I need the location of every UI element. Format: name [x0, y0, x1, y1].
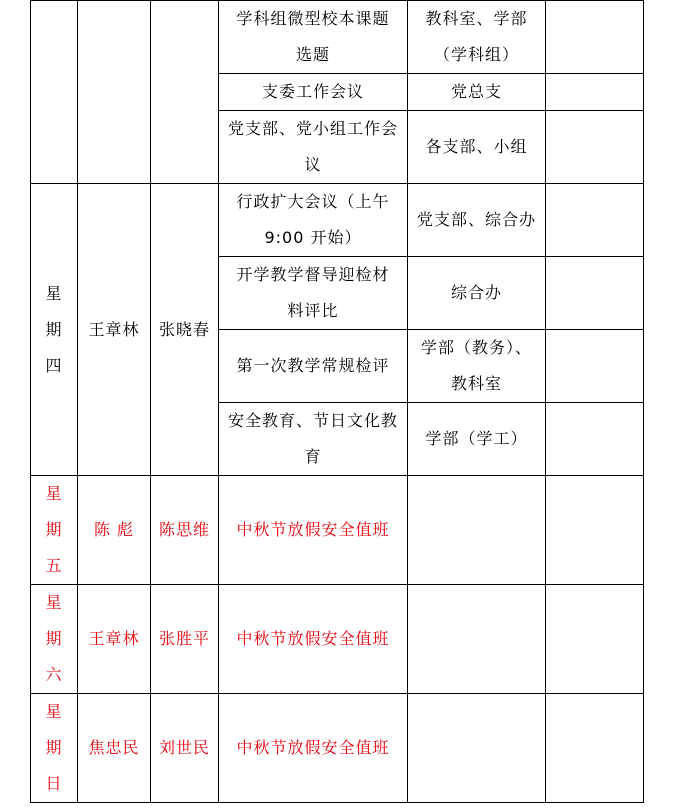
dept-cell	[408, 330, 546, 403]
note-cell	[546, 184, 644, 257]
work-line: 行政扩大会议（上午	[236, 192, 390, 211]
day-cell	[31, 585, 78, 694]
work-cell: 支委工作会议	[219, 74, 408, 111]
day-char: 期	[45, 738, 63, 757]
note-cell	[546, 476, 644, 585]
dept-cell: 党支部、综合办	[408, 184, 546, 257]
day-char: 星	[45, 593, 63, 612]
day-cell	[31, 1, 78, 184]
work-line: 选题	[295, 45, 330, 64]
day-char: 期	[45, 629, 63, 648]
day-char: 期	[45, 520, 63, 539]
day-cell	[31, 184, 78, 476]
work-cell	[219, 1, 408, 74]
day-char: 期	[45, 319, 63, 339]
dept-cell	[408, 694, 546, 803]
note-cell	[546, 585, 644, 694]
dept-cell: 党总支	[408, 74, 546, 111]
note-cell	[546, 403, 644, 476]
note-cell	[546, 1, 644, 74]
duty-cell: 张晓春	[151, 184, 219, 476]
table-row	[31, 694, 644, 803]
dept-cell	[408, 585, 546, 694]
leader-cell: 王章林	[78, 184, 151, 476]
dept-cell: 各支部、小组	[408, 111, 546, 184]
duty-cell: 刘世民	[151, 694, 219, 803]
leader-cell: 王章林	[78, 585, 151, 694]
work-line: 9:00 开始）	[264, 228, 362, 247]
day-cell	[31, 476, 78, 585]
work-line: 学科组微型校本课题	[236, 9, 390, 28]
dept-line: 教科室	[450, 374, 502, 393]
note-cell	[546, 111, 644, 184]
work-cell: 中秋节放假安全值班	[219, 476, 408, 585]
note-cell	[546, 257, 644, 330]
table-row	[31, 585, 644, 694]
work-line: 育	[304, 447, 322, 466]
day-char: 四	[45, 355, 63, 375]
day-char: 日	[45, 774, 63, 793]
work-cell: 中秋节放假安全值班	[219, 694, 408, 803]
note-cell	[546, 330, 644, 403]
note-cell	[546, 74, 644, 111]
work-line: 开学教学督导迎检材	[236, 265, 390, 284]
duty-cell: 陈思维	[151, 476, 219, 585]
work-line: 议	[304, 155, 322, 174]
dept-cell	[408, 1, 546, 74]
leader-cell: 陈 彪	[78, 476, 151, 585]
dept-line: 教科室、学部	[425, 9, 528, 28]
table-row	[31, 476, 644, 585]
leader-cell	[78, 1, 151, 184]
schedule-table	[30, 0, 644, 803]
note-cell	[546, 694, 644, 803]
day-char: 六	[45, 665, 63, 684]
work-line: 安全教育、节日文化教	[227, 411, 398, 430]
day-char: 星	[45, 484, 63, 503]
day-cell	[31, 694, 78, 803]
work-cell: 第一次教学常规检评	[219, 330, 408, 403]
duty-cell: 张胜平	[151, 585, 219, 694]
work-cell	[219, 403, 408, 476]
day-char: 星	[45, 702, 63, 721]
dept-cell: 综合办	[408, 257, 546, 330]
leader-cell: 焦忠民	[78, 694, 151, 803]
dept-cell: 学部（学工）	[408, 403, 546, 476]
dept-cell	[408, 476, 546, 585]
work-cell	[219, 111, 408, 184]
table-row	[31, 184, 644, 257]
table-row	[31, 1, 644, 74]
dept-line: 学部（教务）、	[420, 338, 532, 357]
work-cell	[219, 184, 408, 257]
day-char: 五	[45, 556, 63, 575]
work-line: 党支部、党小组工作会	[227, 119, 398, 138]
work-cell	[219, 257, 408, 330]
work-line: 料评比	[287, 301, 339, 320]
duty-cell	[151, 1, 219, 184]
work-cell: 中秋节放假安全值班	[219, 585, 408, 694]
dept-line: （学科组）	[433, 45, 519, 64]
day-char: 星	[45, 283, 63, 303]
